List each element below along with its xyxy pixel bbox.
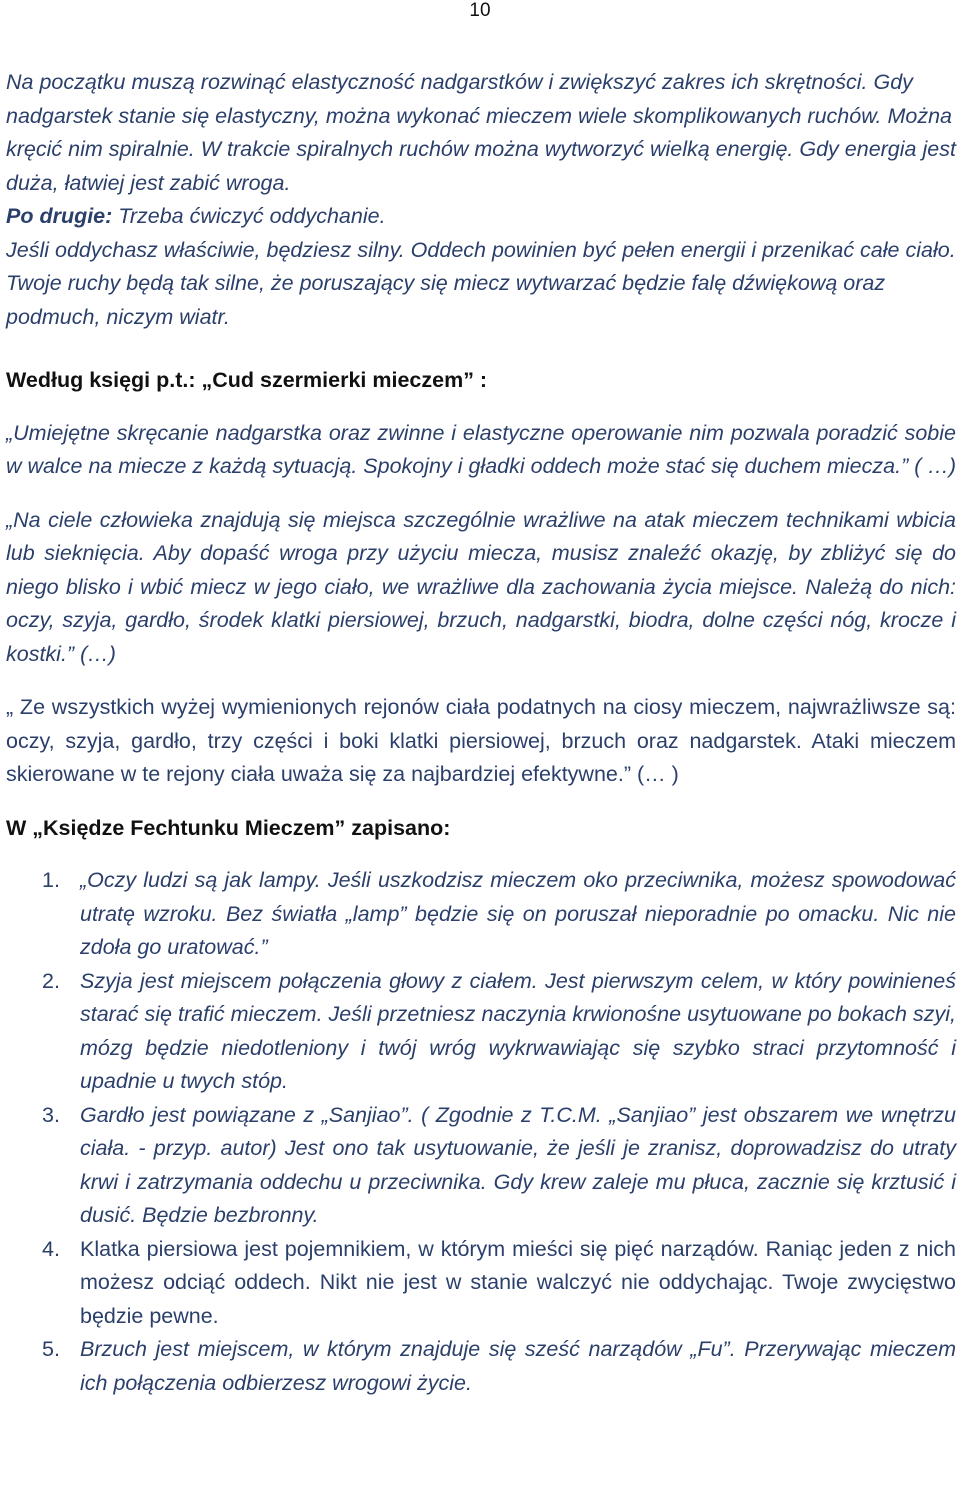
heading-cud-szermierki: Według księgi p.t.: „Cud szermierki mieczem” : — [6, 368, 488, 392]
list-text: Gardło jest powiązane z „Sanjiao”. ( Zgodnie z T.C.M. „Sanjiao” jest obszarem we wnętrzu ciała. - przyp. autor) Jest ono tak usytuowanie, że jeśli je zranisz, doprowadzisz do utraty krwi i zatrzymania oddechu u przeciwnika. Gdy krew zaleje mu płuca, zacznie się krztusić i dusić. Będzie bezbronny. — [80, 1102, 956, 1227]
list-number: 1. — [42, 868, 60, 892]
second-label: Po drugie: — [6, 204, 113, 228]
quote-paragraph-3: „ Ze wszystkich wyżej wymienionych rejonów ciała podatnych na ciosy mieczem, najwrażliwsze są: oczy, szyja, gardło, trzy części i boki klatki piersiowej, brzuch oraz nadgarstek. Ataki mieczem skierowane w te rejony ciała uważa się za najbardziej efektywne.” (… ) — [6, 695, 956, 786]
page-content — [6, 66, 956, 1400]
list-text: Klatka piersiowa jest pojemnikiem, w którym mieści się pięć narządów. Raniąc jeden z nich możesz odciąć oddech. Nikt nie jest w stanie walczyć nie oddychając. Twoje zwycięstwo będzie pewne. — [80, 1236, 956, 1328]
list-number: 5. — [42, 1337, 60, 1361]
list-item — [6, 1233, 956, 1334]
breath-text: Jeśli oddychasz właściwie, będziesz silny. Oddech powinien być pełen energii i przenikać całe ciało. Twoje ruchy będą tak silne, że poruszający się miecz wytwarzać będzie falę dźwiękową oraz podmuch, niczym wiatr. — [6, 237, 956, 329]
page-number: 10 — [469, 0, 491, 21]
list-number: 4. — [42, 1236, 60, 1261]
second-text: Trzeba ćwiczyć oddychanie. — [112, 204, 386, 228]
list-item — [6, 1099, 956, 1233]
list-text: Szyja jest miejscem połączenia głowy z ciałem. Jest pierwszym celem, w który powinieneś starać się trafić mieczem. Jeśli przetniesz naczynia krwionośne usytuowane po bokach szyi, mózg będzie niedotleniony i twój wróg wykrwawiając się szybko straci przytomność i upadnie u twych stóp. — [80, 968, 956, 1093]
intro-text — [6, 66, 956, 334]
quote-paragraph-1: „Umiejętne skręcanie nadgarstka oraz zwinne i elastyczne operowanie nim pozwala poradzić sobie w walce na miecze z każdą sytuacją. Spokojny i gładki oddech może stać się duchem miecza.” ( …) — [6, 420, 956, 478]
list-text: Brzuch jest miejscem, w którym znajduje się sześć narządów „Fu”. Przerywając mieczem ich połączenia odbierzesz wrogowi życie. — [80, 1337, 956, 1395]
intro-line: Na początku muszą rozwinąć elastyczność nadgarstków i zwiększyć zakres ich skrętności. Gdy nadgarstek stanie się elastyczny, można wykonać mieczem wiele skomplikowanych ruchów. Można kręcić nim spiralnie. W trakcie spiralnych ruchów można wytworzyć wielką energię. Gdy energia jest duża, łatwiej jest zabić wroga. — [6, 70, 956, 195]
vital-points-list — [6, 864, 956, 1400]
list-item — [6, 965, 956, 1099]
intro-paragraph — [6, 66, 956, 334]
list-item — [6, 864, 956, 965]
quote-paragraph-2: „Na ciele człowieka znajdują się miejsca szczególnie wrażliwe na atak mieczem technikami wbicia lub sieknięcia. Aby dopaść wroga przy użyciu miecza, musisz znaleźć okazję, by zbliżyć się do niego blisko i wbić miecz w jego ciało, we wrażliwe dla zachowania życia miejsce. Należą do nich: oczy, szyja, gardło, środek klatki piersiowej, brzuch, nadgarstki, biodra, dolne części nóg, krocze i kostki.” (…) — [6, 507, 956, 666]
list-text: „Oczy ludzi są jak lampy. Jeśli uszkodzisz mieczem oko przeciwnika, możesz spowodować utratę wzroku. Bez światła „lamp” będzie się on poruszał nieporadnie po omacku. Nic nie zdoła go uratować.” — [80, 868, 956, 959]
list-number: 2. — [42, 968, 60, 993]
heading-ksiega-fechtunku: W „Księdze Fechtunku Mieczem” zapisano: — [6, 815, 451, 840]
list-item — [6, 1333, 956, 1400]
list-number: 3. — [42, 1102, 60, 1127]
